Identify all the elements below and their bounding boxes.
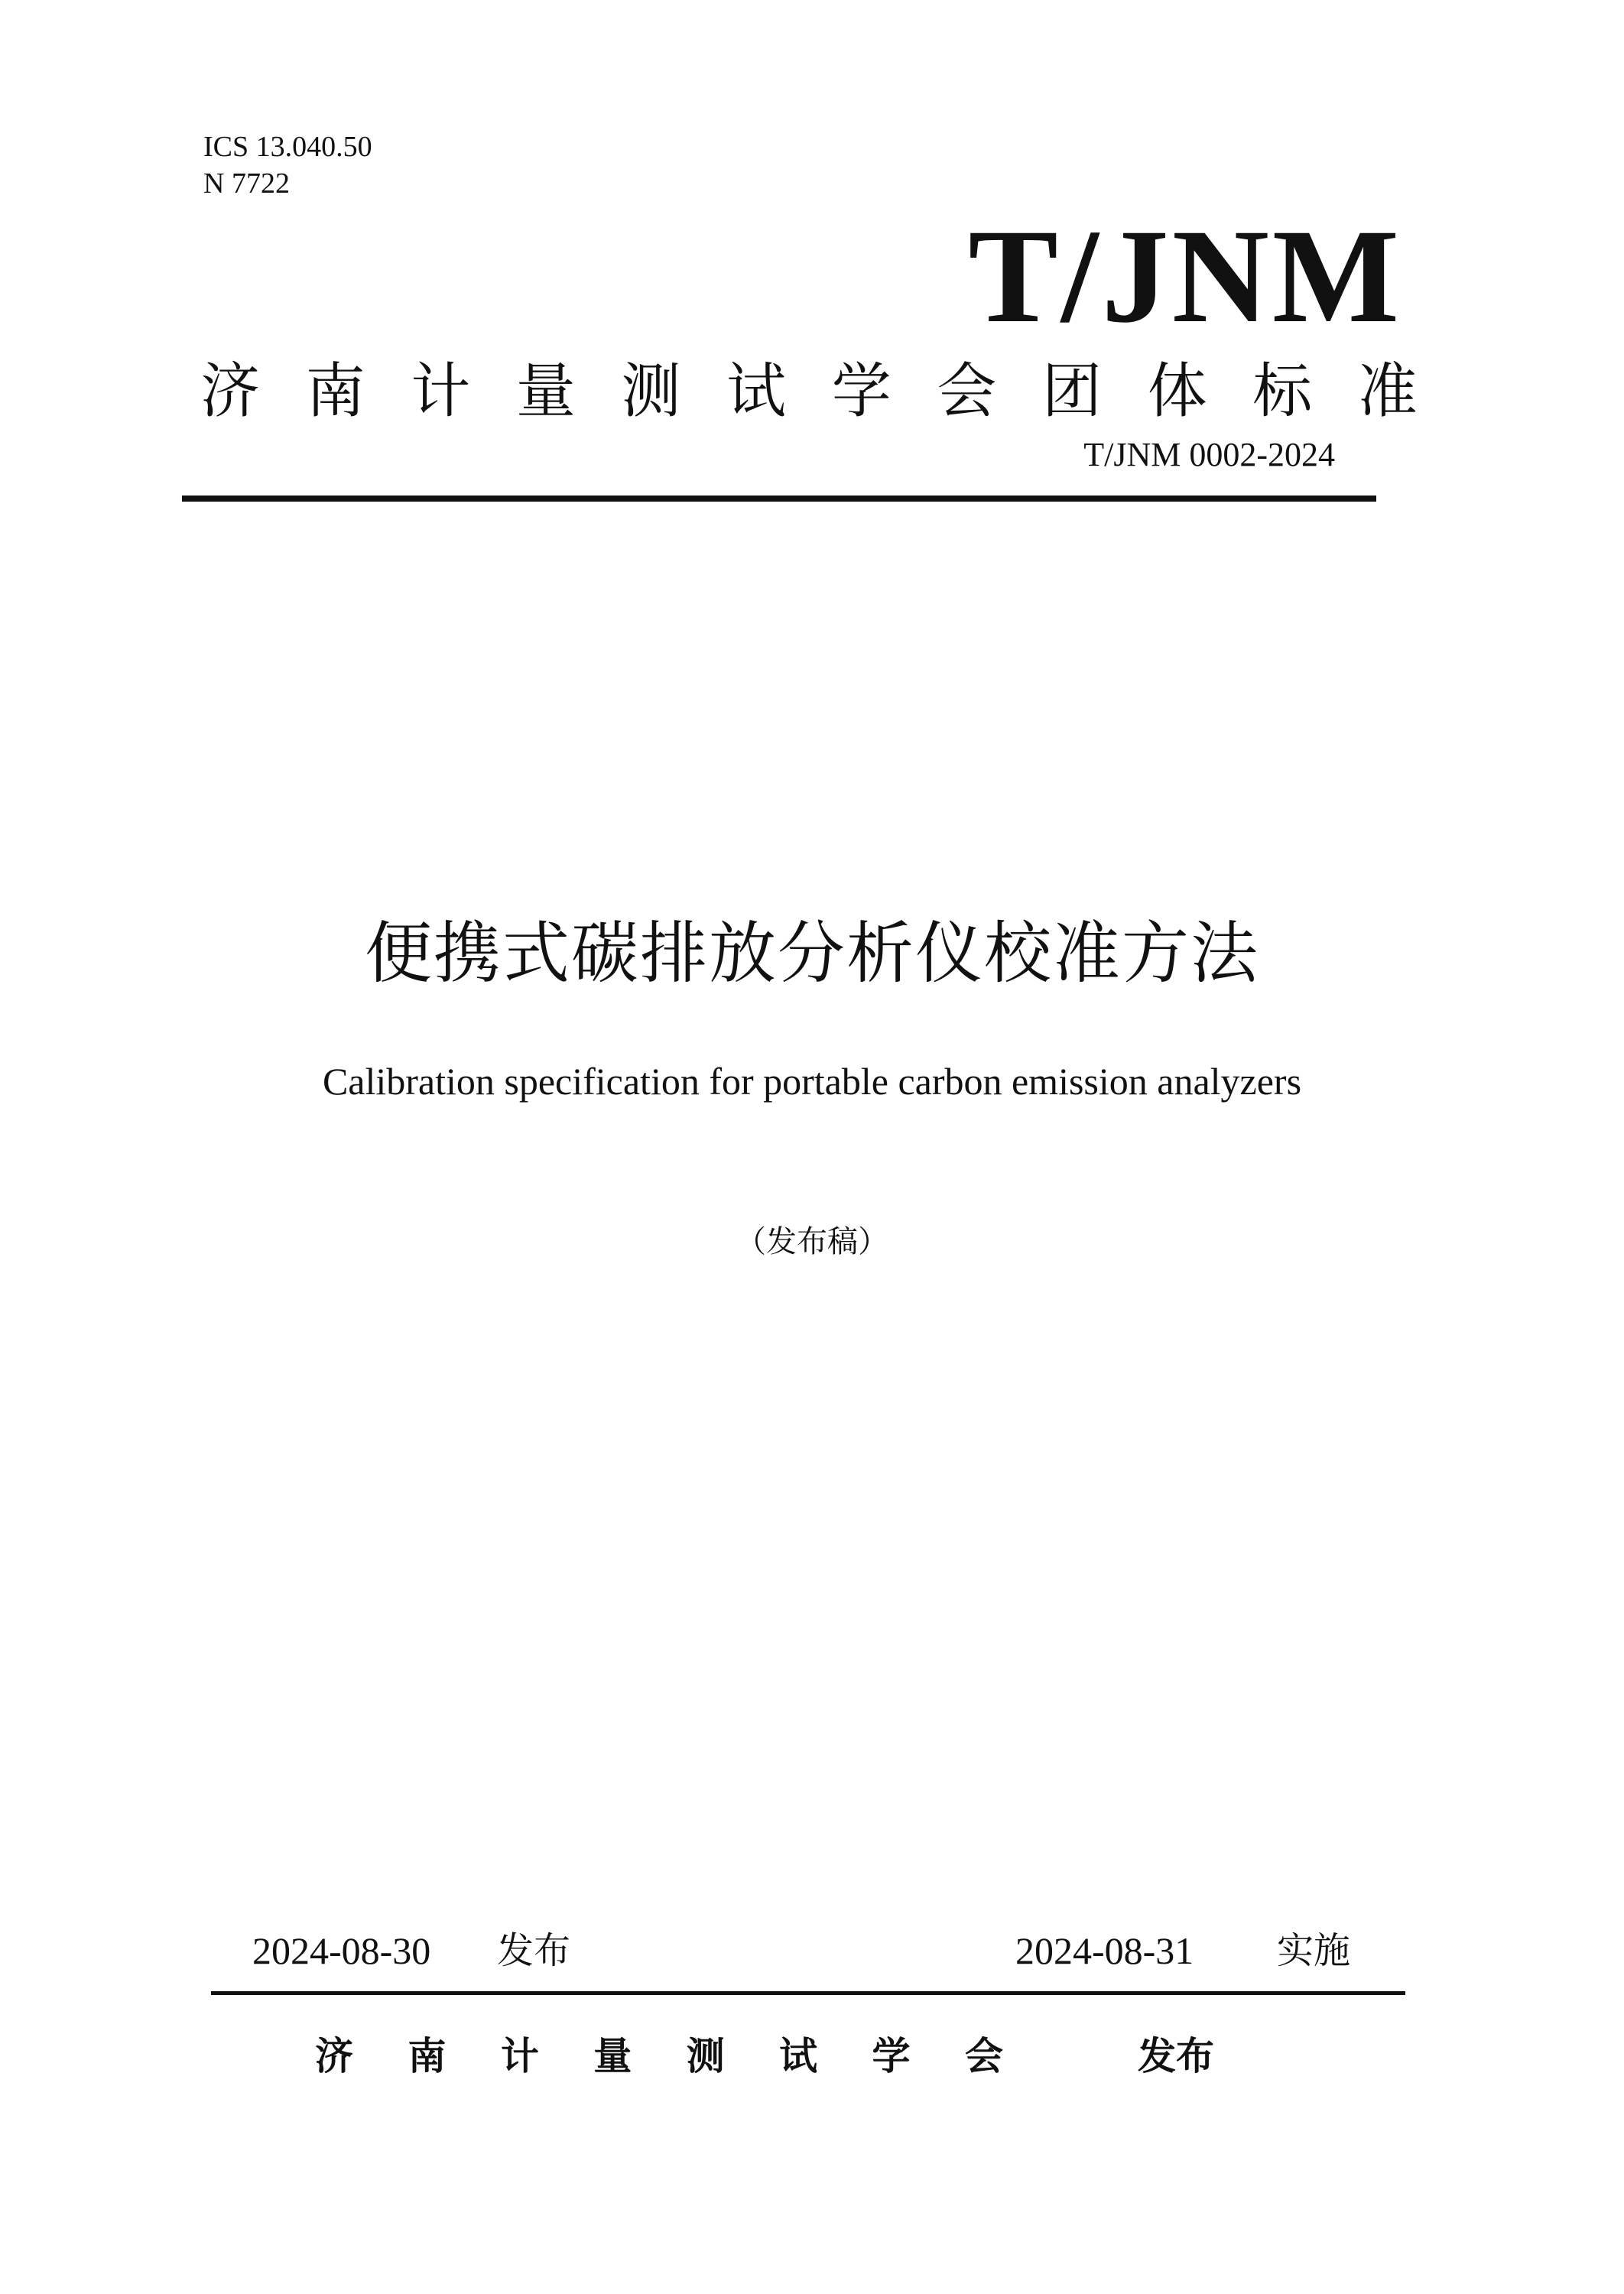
org-title-char: 学: [831, 357, 892, 426]
publisher-char: 计: [500, 2034, 539, 2078]
header-divider: [182, 496, 1376, 502]
standard-brand-logo: T/JNM: [968, 202, 1402, 351]
org-title-char: 试: [726, 357, 787, 426]
org-title-char: 准: [1357, 357, 1418, 426]
org-title-char: 济: [200, 357, 261, 426]
effective-label: 实施: [1277, 1929, 1351, 1972]
org-title-char: 测: [621, 357, 681, 426]
org-title-char: 标: [1252, 357, 1313, 426]
publisher-label: 发布: [1138, 2034, 1214, 2078]
publisher-char: 济: [315, 2034, 353, 2078]
effective-date: 2024-08-31: [1015, 1929, 1194, 1972]
document-title-en: Calibration specification for portable carbon emission analyzers: [322, 1060, 1302, 1103]
publisher-char: 测: [686, 2034, 725, 2078]
issue-date: 2024-08-30: [252, 1929, 431, 1972]
footer-divider: [211, 1991, 1405, 1995]
publisher-name: [315, 2031, 1003, 2081]
issue-label: 发布: [497, 1929, 571, 1972]
org-title-char: 南: [305, 357, 365, 426]
publisher-char: 南: [408, 2034, 447, 2078]
publisher-char: 学: [872, 2034, 911, 2078]
org-title-char: 团: [1042, 357, 1103, 426]
publisher-char: 会: [964, 2034, 1003, 2078]
org-title-char: 计: [411, 357, 471, 426]
publisher-char: 量: [593, 2034, 632, 2078]
standard-number: T/JNM 0002-2024: [1083, 436, 1335, 473]
org-standard-title: [200, 355, 1418, 428]
draft-status: （发布稿）: [736, 1224, 888, 1259]
org-title-char: 量: [515, 357, 576, 426]
publisher-char: 试: [779, 2034, 818, 2078]
ccs-code: N 7722: [203, 167, 290, 200]
document-title-cn: 便携式碳排放分析仪校准方法: [364, 914, 1259, 993]
org-title-char: 体: [1147, 357, 1207, 426]
ics-code: ICS 13.040.50: [203, 131, 372, 163]
org-title-char: 会: [937, 357, 997, 426]
